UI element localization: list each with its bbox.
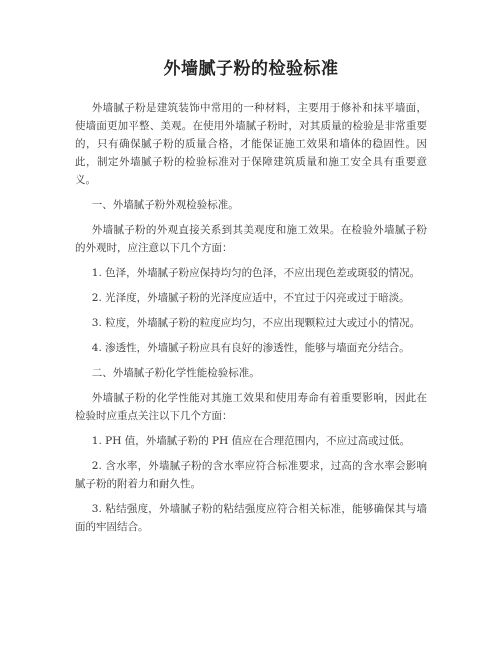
section-heading-appearance: 一、外墙腻子粉外观检验标准。 [91,199,239,211]
chemical-item-ph: 1. PH 值，外墙腻子粉的 PH 值应在合理范围内，不应过高或过低。 [91,435,411,447]
document-body [75,99,427,536]
appearance-item-granularity: 3. 粒度，外墙腻子粉的粒度应均匀，不应出现颗粒过大或过小的情况。 [91,317,421,329]
chemical-intro-paragraph: 外墙腻子粉的化学性能对其施工效果和使用寿命有着重要影响，因此在检验时应重点关注以下几个方面： [75,392,427,422]
section-heading-chemical: 二、外墙腻子粉化学性能检验标准。 [91,367,260,379]
chemical-item-bond-strength: 3. 粘结强度，外墙腻子粉的粘结强度应符合相关标准，能够确保其与墙面的牢固结合。 [75,503,427,533]
appearance-intro-paragraph: 外墙腻子粉的外观直接关系到其美观度和施工效果。在检验外墙腻子粉的外观时，应注意以下几个方面： [75,224,427,254]
page-title: 外墙腻子粉的检验标准 [163,59,339,79]
appearance-item-permeability: 4. 渗透性，外墙腻子粉应具有良好的渗透性，能够与墙面充分结合。 [91,342,410,354]
chemical-item-moisture: 2. 含水率，外墙腻子粉的含水率应符合标准要求，过高的含水率会影响腻子粉的附着力和耐久性。 [75,460,427,490]
intro-paragraph: 外墙腻子粉是建筑装饰中常用的一种材料，主要用于修补和抹平墙面，使墙面更加平整、美观。在使用外墙腻子粉时，对其质量的检验是非常重要的，只有确保腻子粉的质量合格，才能保证施工效果和墙体的稳固性。因此，制定外墙腻子粉的检验标准对于保障建筑质量和施工安全具有重要意义。 [75,102,427,186]
appearance-item-color: 1. 色泽，外墙腻子粉应保持均匀的色泽，不应出现色差或斑驳的情况。 [91,267,421,279]
appearance-item-gloss: 2. 光泽度，外墙腻子粉的光泽度应适中，不宜过于闪亮或过于暗淡。 [91,292,410,304]
